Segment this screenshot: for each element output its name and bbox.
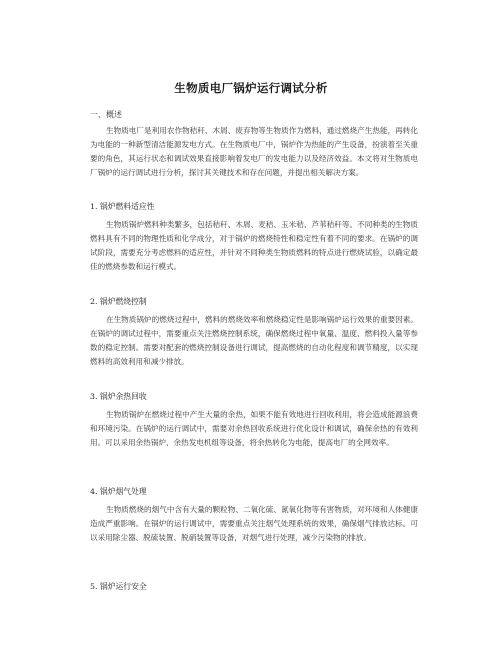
section-1-heading: 1. 锅炉燃料适应性 [90, 202, 155, 211]
section-4-heading: 4. 锅炉烟气处理 [90, 487, 147, 496]
section-overview-heading: 一、概述 [90, 110, 122, 119]
section-1-paragraph: 生物质锅炉燃料种类繁多，包括秸秆、木屑、麦秸、玉米秸、芦苇秸秆等。不同种类的生物质燃料具有不同的物理性质和化学成分，对于锅炉的燃烧特性和稳定性有着不同的要求。在锅炉的调试阶段，需要充分考虑燃料的适应性，并针对不同种类生物质燃料的特点进行燃烧试验，以确定最佳的燃烧参数和运行模式。 [90, 220, 418, 271]
section-4-paragraph: 生物质燃烧的烟气中含有大量的颗粒物、二氧化硫、氮氧化物等有害物质，对环境和人体健康造成严重影响。在锅炉的运行调试中，需要重点关注烟气处理系统的效果，确保烟气排放达标。可以采用除尘器、脱硫装置、脱硝装置等设备，对烟气进行处理，减少污染物的排放。 [90, 505, 418, 542]
section-2-paragraph: 在生物质锅炉的燃烧过程中，燃料的燃烧效率和燃烧稳定性是影响锅炉运行效果的重要因素。在锅炉的调试过程中，需要重点关注燃烧控制系统，确保燃烧过程中氧量、温度、燃料投入量等参数的稳定控制。需要对配套的燃烧控制设备进行调试，提高燃烧的自动化程度和调节精度，以实现燃料的高效利用和减少排放。 [90, 315, 418, 366]
document-title: 生物质电厂锅炉运行调试分析 [174, 81, 328, 95]
section-2-heading: 2. 锅炉燃烧控制 [90, 297, 147, 306]
section-3-heading: 3. 锅炉余热回收 [90, 392, 147, 401]
section-5-heading: 5. 锅炉运行安全 [90, 582, 147, 591]
section-overview-paragraph: 生物质电厂是利用农作物秸秆、木屑、废弃物等生物质作为燃料，通过燃烧产生热能，再转化为电能的一种新型清洁能源发电方式。在生物质电厂中，锅炉作为热能的产生设备，扮演着至关重要的角色，其运行状态和调试效果直接影响着发电厂的发电能力以及经济效益。本文将对生物质电厂锅炉的运行调试进行分析，探讨其关键技术和存在问题，并提出相关解决方案。 [90, 126, 418, 177]
section-3-paragraph: 生物质锅炉在燃烧过程中产生大量的余热，如果不能有效地进行回收利用，将会造成能源浪费和环境污染。在锅炉的运行调试中，需要对余热回收系统进行优化设计和调试，确保余热的有效利用。可以采用余热锅炉、余热发电机组等设备，将余热转化为电能，提高电厂的全网效率。 [90, 410, 418, 447]
